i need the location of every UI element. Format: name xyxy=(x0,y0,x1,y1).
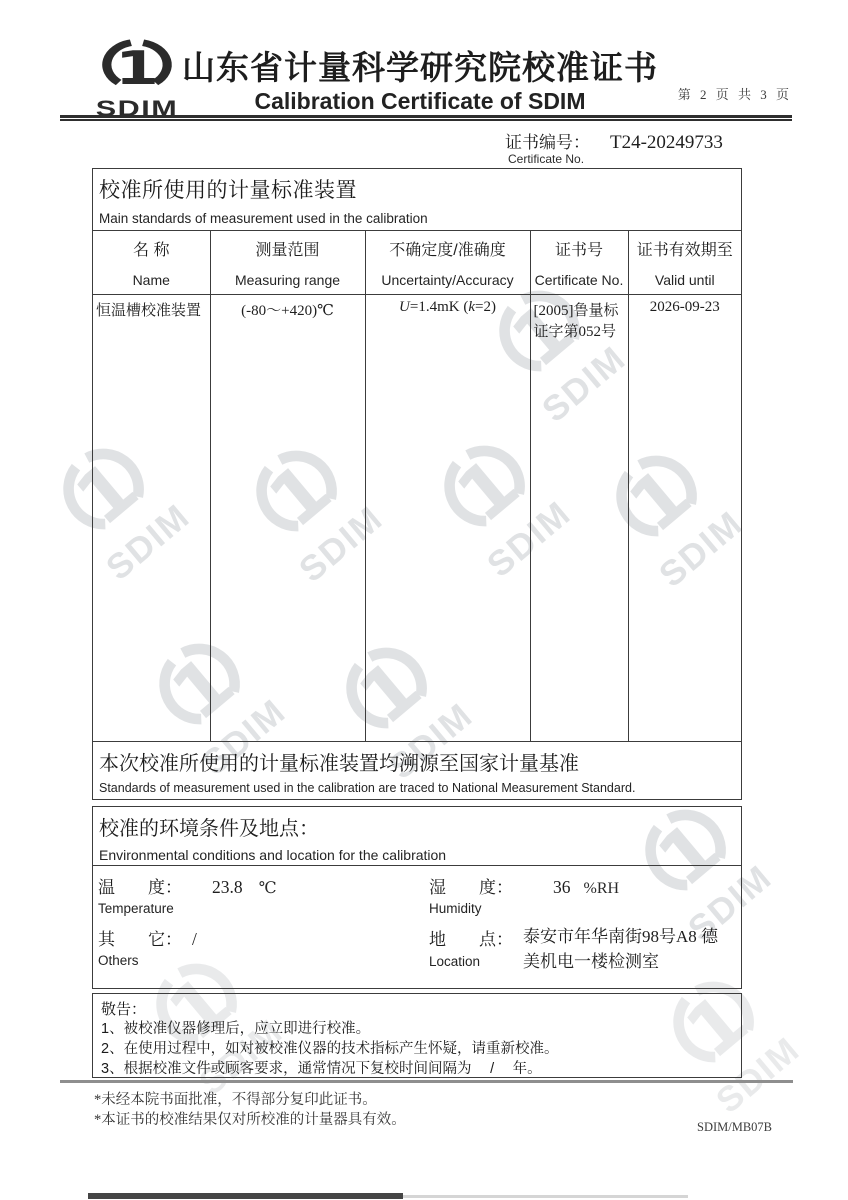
others-label: 其 它： xyxy=(98,930,182,949)
humidity-label: 湿 度： xyxy=(429,878,513,897)
col-header-uncertainty: 不确定度/准确度 Uncertainty/Accuracy xyxy=(365,231,530,294)
notice-section xyxy=(92,993,742,1078)
environment-row-1 xyxy=(93,873,741,916)
notice-title: 敬告： xyxy=(101,1001,147,1018)
col-header-range: 测量范围 Measuring range xyxy=(210,231,365,294)
notice-item-1: 1、被校准仪器修理后，应立即进行校准。 xyxy=(101,1021,371,1037)
others-item xyxy=(93,925,429,969)
footer-divider xyxy=(60,1080,793,1083)
col-header-cert-no: 证书号 Certificate No. xyxy=(530,231,628,294)
cell-standard-name: 恒温槽校准装置 xyxy=(93,294,210,741)
certificate-number-label-en: Certificate No. xyxy=(508,152,585,166)
certificate-number-value: T24-20249733 xyxy=(610,132,723,153)
col-header-valid-until: 证书有效期至 Valid until xyxy=(628,231,741,294)
traceability-en: Standards of measurement used in the calibration are traced to National Measurement Standard. xyxy=(99,781,636,795)
humidity-value: 36 xyxy=(553,877,571,897)
certificate-number-line xyxy=(505,128,723,154)
cell-valid-until: 2026-09-23 xyxy=(628,294,741,741)
location-item xyxy=(429,925,741,969)
environment-section-header xyxy=(93,807,741,866)
cell-measuring-range: (-80～+420)℃ xyxy=(210,294,365,741)
temperature-label-en: Temperature xyxy=(98,901,174,916)
standards-table xyxy=(93,231,741,741)
scan-edge-artifact xyxy=(88,1193,403,1199)
environment-title-cn: 校准的环境条件及地点： xyxy=(99,818,319,840)
environment-row-2 xyxy=(93,925,741,969)
notice-item-3: 3、根据校准文件或顾客要求，通常情况下复校时间间隔为 / 年。 xyxy=(101,1061,542,1077)
temperature-unit: ℃ xyxy=(258,880,277,897)
certificate-title-cn: 山东省计量科学研究院校准证书 xyxy=(182,51,658,87)
others-value: / xyxy=(192,929,197,949)
page-indicator: 第 2 页 共 3 页 xyxy=(677,87,792,102)
form-number: SDIM/MB07B xyxy=(697,1120,773,1134)
certificate-title-en: Calibration Certificate of SDIM xyxy=(254,88,586,114)
location-label: 地 点： xyxy=(429,930,513,949)
temperature-value: 23.8 xyxy=(212,877,243,897)
standard-device-row xyxy=(93,294,741,741)
footer-note-1: *未经本院书面批准，不得部分复印此证书。 xyxy=(94,1092,377,1108)
standards-title-en: Main standards of measurement used in the calibration xyxy=(99,211,428,226)
cell-uncertainty: U=1.4mK (k=2) xyxy=(365,294,530,741)
location-value: 泰安市年华南街98号A8 德 美机电一楼检测室 xyxy=(523,927,719,971)
standards-title-cn: 校准所使用的计量标准装置 xyxy=(99,179,357,202)
humidity-label-en: Humidity xyxy=(429,901,482,916)
others-label-en: Others xyxy=(98,953,139,968)
standards-section-header xyxy=(93,169,741,230)
certificate-number-label: 证书编号： xyxy=(505,133,590,152)
header-divider xyxy=(60,115,792,121)
environment-values xyxy=(93,866,741,988)
temperature-item xyxy=(93,873,429,916)
humidity-item xyxy=(429,873,741,916)
col-header-name: 名 称 Name xyxy=(93,231,210,294)
traceability-statement xyxy=(93,741,741,799)
notice-item-2: 2、在使用过程中，如对被校准仪器的技术指标产生怀疑，请重新校准。 xyxy=(101,1041,559,1057)
standards-table-wrap xyxy=(93,230,741,741)
footer-note-2: *本证书的校准结果仅对所校准的计量器具有效。 xyxy=(94,1112,406,1128)
traceability-cn: 本次校准所使用的计量标准装置均溯源至国家计量基准 xyxy=(99,753,579,775)
cell-cert-no: [2005]鲁量标证字第052号 xyxy=(530,294,628,741)
standards-section xyxy=(92,168,742,800)
environment-section xyxy=(92,806,742,989)
location-label-en: Location xyxy=(429,954,481,970)
temperature-label: 温 度： xyxy=(98,878,182,897)
humidity-unit: %RH xyxy=(583,880,620,897)
scan-edge-artifact-light xyxy=(403,1195,688,1198)
environment-title-en: Environmental conditions and location for the calibration xyxy=(99,847,447,863)
standards-table-header-row xyxy=(93,231,741,294)
